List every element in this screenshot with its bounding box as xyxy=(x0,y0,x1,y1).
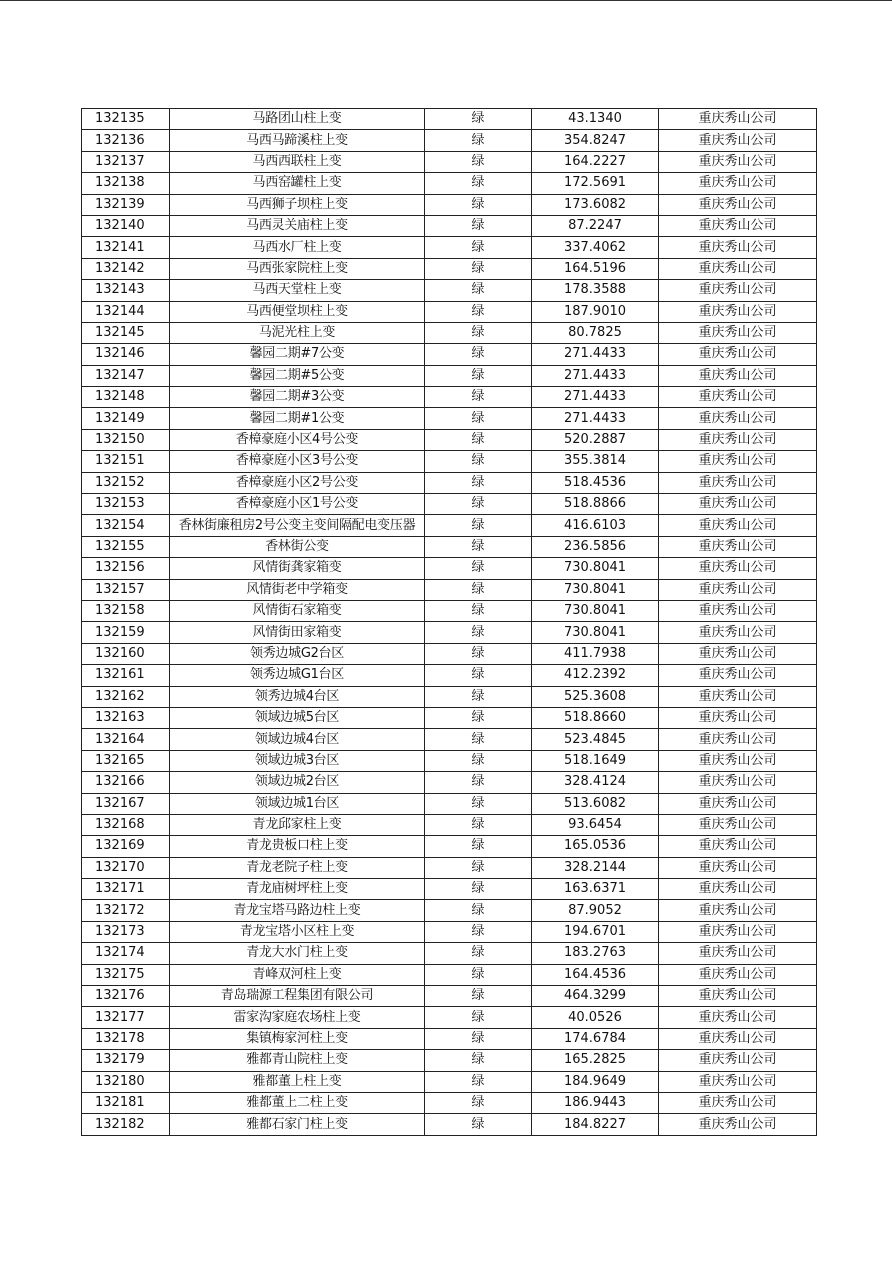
cell-value: 183.2763 xyxy=(532,943,659,964)
cell-company: 重庆秀山公司 xyxy=(659,921,817,942)
table-row xyxy=(82,643,817,664)
cell-id: 132143 xyxy=(82,280,170,301)
cell-id: 132154 xyxy=(82,515,170,536)
cell-name: 馨园二期#5公变 xyxy=(170,365,425,386)
cell-value: 328.2144 xyxy=(532,857,659,878)
cell-value: 730.8041 xyxy=(532,558,659,579)
cell-company: 重庆秀山公司 xyxy=(659,665,817,686)
cell-value: 518.8866 xyxy=(532,494,659,515)
cell-id: 132139 xyxy=(82,194,170,215)
table-row xyxy=(82,1028,817,1049)
cell-value: 355.3814 xyxy=(532,451,659,472)
cell-company: 重庆秀山公司 xyxy=(659,900,817,921)
table-row xyxy=(82,365,817,386)
cell-color: 绿 xyxy=(425,194,532,215)
table-row xyxy=(82,451,817,472)
table-row xyxy=(82,836,817,857)
cell-id: 132144 xyxy=(82,301,170,322)
cell-name: 马西窑罐柱上变 xyxy=(170,173,425,194)
table-row xyxy=(82,558,817,579)
cell-color: 绿 xyxy=(425,964,532,985)
cell-name: 马西张家院柱上变 xyxy=(170,258,425,279)
cell-name: 香林街公变 xyxy=(170,536,425,557)
table-row xyxy=(82,1050,817,1071)
cell-id: 132156 xyxy=(82,558,170,579)
cell-id: 132162 xyxy=(82,686,170,707)
cell-company: 重庆秀山公司 xyxy=(659,622,817,643)
cell-value: 87.9052 xyxy=(532,900,659,921)
cell-value: 164.2227 xyxy=(532,151,659,172)
cell-id: 132152 xyxy=(82,472,170,493)
cell-company: 重庆秀山公司 xyxy=(659,515,817,536)
cell-company: 重庆秀山公司 xyxy=(659,194,817,215)
cell-company: 重庆秀山公司 xyxy=(659,986,817,1007)
cell-id: 132138 xyxy=(82,173,170,194)
cell-value: 174.6784 xyxy=(532,1028,659,1049)
cell-company: 重庆秀山公司 xyxy=(659,1028,817,1049)
cell-company: 重庆秀山公司 xyxy=(659,707,817,728)
cell-color: 绿 xyxy=(425,857,532,878)
cell-value: 411.7938 xyxy=(532,643,659,664)
cell-company: 重庆秀山公司 xyxy=(659,579,817,600)
table-row xyxy=(82,622,817,643)
cell-color: 绿 xyxy=(425,109,532,130)
cell-value: 184.9649 xyxy=(532,1071,659,1092)
cell-id: 132159 xyxy=(82,622,170,643)
cell-name: 青龙大水门柱上变 xyxy=(170,943,425,964)
cell-company: 重庆秀山公司 xyxy=(659,109,817,130)
cell-name: 青龙宝塔马路边柱上变 xyxy=(170,900,425,921)
cell-company: 重庆秀山公司 xyxy=(659,344,817,365)
cell-value: 172.5691 xyxy=(532,173,659,194)
cell-color: 绿 xyxy=(425,536,532,557)
cell-company: 重庆秀山公司 xyxy=(659,387,817,408)
cell-color: 绿 xyxy=(425,322,532,343)
cell-name: 青岛瑞源工程集团有限公司 xyxy=(170,986,425,1007)
cell-value: 525.3608 xyxy=(532,686,659,707)
cell-value: 523.4845 xyxy=(532,729,659,750)
cell-color: 绿 xyxy=(425,429,532,450)
data-table xyxy=(81,108,817,1136)
cell-value: 416.6103 xyxy=(532,515,659,536)
cell-name: 风情街龚家箱变 xyxy=(170,558,425,579)
cell-color: 绿 xyxy=(425,365,532,386)
cell-company: 重庆秀山公司 xyxy=(659,151,817,172)
table-row xyxy=(82,301,817,322)
cell-company: 重庆秀山公司 xyxy=(659,408,817,429)
cell-color: 绿 xyxy=(425,1071,532,1092)
cell-name: 馨园二期#3公变 xyxy=(170,387,425,408)
cell-name: 马泥光柱上变 xyxy=(170,322,425,343)
cell-color: 绿 xyxy=(425,1092,532,1113)
cell-company: 重庆秀山公司 xyxy=(659,879,817,900)
table-row xyxy=(82,322,817,343)
cell-color: 绿 xyxy=(425,772,532,793)
cell-color: 绿 xyxy=(425,665,532,686)
cell-company: 重庆秀山公司 xyxy=(659,793,817,814)
cell-color: 绿 xyxy=(425,793,532,814)
cell-color: 绿 xyxy=(425,173,532,194)
cell-id: 132177 xyxy=(82,1007,170,1028)
table-row xyxy=(82,194,817,215)
cell-name: 馨园二期#1公变 xyxy=(170,408,425,429)
table-row xyxy=(82,1092,817,1113)
cell-value: 165.2825 xyxy=(532,1050,659,1071)
cell-id: 132171 xyxy=(82,879,170,900)
cell-color: 绿 xyxy=(425,814,532,835)
cell-id: 132157 xyxy=(82,579,170,600)
cell-name: 雅都青山院柱上变 xyxy=(170,1050,425,1071)
cell-name: 雅都石家门柱上变 xyxy=(170,1114,425,1135)
cell-id: 132178 xyxy=(82,1028,170,1049)
cell-company: 重庆秀山公司 xyxy=(659,857,817,878)
cell-color: 绿 xyxy=(425,344,532,365)
cell-id: 132166 xyxy=(82,772,170,793)
table-row xyxy=(82,921,817,942)
cell-color: 绿 xyxy=(425,280,532,301)
cell-value: 412.2392 xyxy=(532,665,659,686)
cell-color: 绿 xyxy=(425,600,532,621)
cell-value: 87.2247 xyxy=(532,215,659,236)
cell-name: 风情街石家箱变 xyxy=(170,600,425,621)
cell-value: 464.3299 xyxy=(532,986,659,1007)
cell-id: 132175 xyxy=(82,964,170,985)
cell-color: 绿 xyxy=(425,879,532,900)
cell-id: 132176 xyxy=(82,986,170,1007)
cell-company: 重庆秀山公司 xyxy=(659,280,817,301)
table-row xyxy=(82,686,817,707)
cell-name: 马西西联柱上变 xyxy=(170,151,425,172)
table-row xyxy=(82,750,817,771)
cell-id: 132150 xyxy=(82,429,170,450)
cell-color: 绿 xyxy=(425,707,532,728)
page-top-border xyxy=(0,0,892,1)
cell-color: 绿 xyxy=(425,921,532,942)
cell-color: 绿 xyxy=(425,900,532,921)
cell-color: 绿 xyxy=(425,151,532,172)
cell-company: 重庆秀山公司 xyxy=(659,215,817,236)
cell-name: 领域边城4台区 xyxy=(170,729,425,750)
table-row xyxy=(82,344,817,365)
cell-id: 132141 xyxy=(82,237,170,258)
cell-company: 重庆秀山公司 xyxy=(659,729,817,750)
cell-color: 绿 xyxy=(425,1007,532,1028)
cell-color: 绿 xyxy=(425,515,532,536)
table-row xyxy=(82,387,817,408)
cell-color: 绿 xyxy=(425,387,532,408)
cell-name: 青龙邱家柱上变 xyxy=(170,814,425,835)
cell-company: 重庆秀山公司 xyxy=(659,643,817,664)
cell-color: 绿 xyxy=(425,1050,532,1071)
table-row xyxy=(82,1114,817,1135)
cell-color: 绿 xyxy=(425,622,532,643)
cell-value: 518.8660 xyxy=(532,707,659,728)
cell-color: 绿 xyxy=(425,579,532,600)
cell-color: 绿 xyxy=(425,750,532,771)
cell-color: 绿 xyxy=(425,237,532,258)
table-row xyxy=(82,1071,817,1092)
cell-company: 重庆秀山公司 xyxy=(659,494,817,515)
cell-id: 132140 xyxy=(82,215,170,236)
cell-id: 132142 xyxy=(82,258,170,279)
cell-id: 132160 xyxy=(82,643,170,664)
cell-name: 青龙贵板口柱上变 xyxy=(170,836,425,857)
cell-value: 271.4433 xyxy=(532,408,659,429)
cell-value: 173.6082 xyxy=(532,194,659,215)
cell-name: 马西便堂坝柱上变 xyxy=(170,301,425,322)
cell-company: 重庆秀山公司 xyxy=(659,772,817,793)
cell-company: 重庆秀山公司 xyxy=(659,1114,817,1135)
cell-name: 马西天堂柱上变 xyxy=(170,280,425,301)
cell-value: 43.1340 xyxy=(532,109,659,130)
table-row xyxy=(82,173,817,194)
cell-company: 重庆秀山公司 xyxy=(659,1092,817,1113)
cell-id: 132182 xyxy=(82,1114,170,1135)
cell-color: 绿 xyxy=(425,494,532,515)
cell-company: 重庆秀山公司 xyxy=(659,1007,817,1028)
cell-id: 132179 xyxy=(82,1050,170,1071)
cell-company: 重庆秀山公司 xyxy=(659,558,817,579)
cell-company: 重庆秀山公司 xyxy=(659,750,817,771)
cell-company: 重庆秀山公司 xyxy=(659,964,817,985)
cell-id: 132165 xyxy=(82,750,170,771)
cell-name: 马西马蹄溪柱上变 xyxy=(170,130,425,151)
cell-color: 绿 xyxy=(425,558,532,579)
cell-id: 132180 xyxy=(82,1071,170,1092)
cell-id: 132147 xyxy=(82,365,170,386)
cell-name: 风情街老中学箱变 xyxy=(170,579,425,600)
cell-value: 187.9010 xyxy=(532,301,659,322)
cell-name: 雷家沟家庭农场柱上变 xyxy=(170,1007,425,1028)
cell-color: 绿 xyxy=(425,1028,532,1049)
cell-id: 132170 xyxy=(82,857,170,878)
cell-name: 香樟豪庭小区3号公变 xyxy=(170,451,425,472)
cell-value: 165.0536 xyxy=(532,836,659,857)
cell-company: 重庆秀山公司 xyxy=(659,836,817,857)
cell-color: 绿 xyxy=(425,986,532,1007)
cell-name: 马西灵关庙柱上变 xyxy=(170,215,425,236)
cell-value: 730.8041 xyxy=(532,600,659,621)
cell-color: 绿 xyxy=(425,472,532,493)
cell-id: 132163 xyxy=(82,707,170,728)
cell-value: 186.9443 xyxy=(532,1092,659,1113)
cell-id: 132167 xyxy=(82,793,170,814)
cell-name: 领域边城1台区 xyxy=(170,793,425,814)
cell-color: 绿 xyxy=(425,643,532,664)
cell-company: 重庆秀山公司 xyxy=(659,301,817,322)
cell-color: 绿 xyxy=(425,943,532,964)
cell-value: 80.7825 xyxy=(532,322,659,343)
cell-value: 354.8247 xyxy=(532,130,659,151)
cell-name: 领秀边城G1台区 xyxy=(170,665,425,686)
cell-id: 132173 xyxy=(82,921,170,942)
cell-value: 520.2887 xyxy=(532,429,659,450)
cell-value: 513.6082 xyxy=(532,793,659,814)
cell-id: 132146 xyxy=(82,344,170,365)
cell-value: 730.8041 xyxy=(532,622,659,643)
table-row xyxy=(82,494,817,515)
cell-value: 337.4062 xyxy=(532,237,659,258)
cell-company: 重庆秀山公司 xyxy=(659,472,817,493)
cell-company: 重庆秀山公司 xyxy=(659,258,817,279)
table-row xyxy=(82,258,817,279)
cell-value: 271.4433 xyxy=(532,365,659,386)
cell-id: 132149 xyxy=(82,408,170,429)
cell-color: 绿 xyxy=(425,729,532,750)
cell-color: 绿 xyxy=(425,1114,532,1135)
table-row xyxy=(82,707,817,728)
table-row xyxy=(82,579,817,600)
cell-company: 重庆秀山公司 xyxy=(659,130,817,151)
cell-company: 重庆秀山公司 xyxy=(659,1071,817,1092)
table-row xyxy=(82,429,817,450)
cell-color: 绿 xyxy=(425,451,532,472)
cell-name: 马西水厂柱上变 xyxy=(170,237,425,258)
cell-value: 271.4433 xyxy=(532,387,659,408)
table-row xyxy=(82,1007,817,1028)
cell-id: 132155 xyxy=(82,536,170,557)
cell-name: 领域边城5台区 xyxy=(170,707,425,728)
cell-company: 重庆秀山公司 xyxy=(659,814,817,835)
cell-color: 绿 xyxy=(425,130,532,151)
cell-id: 132145 xyxy=(82,322,170,343)
table-row xyxy=(82,408,817,429)
table-row xyxy=(82,964,817,985)
cell-id: 132148 xyxy=(82,387,170,408)
table-row xyxy=(82,109,817,130)
cell-value: 184.8227 xyxy=(532,1114,659,1135)
cell-color: 绿 xyxy=(425,215,532,236)
cell-name: 青峰双河柱上变 xyxy=(170,964,425,985)
cell-value: 164.4536 xyxy=(532,964,659,985)
table-row xyxy=(82,280,817,301)
cell-id: 132136 xyxy=(82,130,170,151)
cell-value: 93.6454 xyxy=(532,814,659,835)
table-row xyxy=(82,879,817,900)
cell-id: 132164 xyxy=(82,729,170,750)
cell-name: 青龙庙树坪柱上变 xyxy=(170,879,425,900)
cell-company: 重庆秀山公司 xyxy=(659,429,817,450)
cell-value: 40.0526 xyxy=(532,1007,659,1028)
cell-name: 马西狮子坝柱上变 xyxy=(170,194,425,215)
cell-value: 518.4536 xyxy=(532,472,659,493)
cell-name: 香林街廉租房2号公变主变间隔配电变压器 xyxy=(170,515,425,536)
cell-value: 236.5856 xyxy=(532,536,659,557)
table-row xyxy=(82,943,817,964)
table-row xyxy=(82,729,817,750)
table-row xyxy=(82,130,817,151)
cell-name: 马路团山柱上变 xyxy=(170,109,425,130)
cell-name: 领域边城3台区 xyxy=(170,750,425,771)
cell-company: 重庆秀山公司 xyxy=(659,237,817,258)
cell-id: 132135 xyxy=(82,109,170,130)
table-row xyxy=(82,536,817,557)
table-row xyxy=(82,857,817,878)
table-row xyxy=(82,515,817,536)
cell-name: 馨园二期#7公变 xyxy=(170,344,425,365)
table-row xyxy=(82,151,817,172)
cell-id: 132168 xyxy=(82,814,170,835)
table-row xyxy=(82,900,817,921)
cell-id: 132153 xyxy=(82,494,170,515)
cell-value: 328.4124 xyxy=(532,772,659,793)
cell-name: 香樟豪庭小区2号公变 xyxy=(170,472,425,493)
table-row xyxy=(82,986,817,1007)
table-row xyxy=(82,472,817,493)
cell-value: 730.8041 xyxy=(532,579,659,600)
cell-name: 雅都董上二柱上变 xyxy=(170,1092,425,1113)
cell-company: 重庆秀山公司 xyxy=(659,536,817,557)
table-row xyxy=(82,814,817,835)
cell-name: 风情街田家箱变 xyxy=(170,622,425,643)
cell-color: 绿 xyxy=(425,836,532,857)
cell-value: 163.6371 xyxy=(532,879,659,900)
cell-id: 132174 xyxy=(82,943,170,964)
cell-id: 132172 xyxy=(82,900,170,921)
cell-id: 132158 xyxy=(82,600,170,621)
cell-name: 雅都董上柱上变 xyxy=(170,1071,425,1092)
cell-company: 重庆秀山公司 xyxy=(659,173,817,194)
cell-value: 271.4433 xyxy=(532,344,659,365)
cell-color: 绿 xyxy=(425,258,532,279)
cell-name: 领域边城2台区 xyxy=(170,772,425,793)
table-row xyxy=(82,215,817,236)
table-row xyxy=(82,772,817,793)
cell-color: 绿 xyxy=(425,301,532,322)
cell-color: 绿 xyxy=(425,408,532,429)
cell-name: 青龙宝塔小区柱上变 xyxy=(170,921,425,942)
cell-name: 领秀边城4台区 xyxy=(170,686,425,707)
cell-value: 178.3588 xyxy=(532,280,659,301)
cell-company: 重庆秀山公司 xyxy=(659,1050,817,1071)
table-row xyxy=(82,600,817,621)
cell-name: 青龙老院子柱上变 xyxy=(170,857,425,878)
cell-name: 领秀边城G2台区 xyxy=(170,643,425,664)
cell-company: 重庆秀山公司 xyxy=(659,686,817,707)
cell-company: 重庆秀山公司 xyxy=(659,322,817,343)
cell-company: 重庆秀山公司 xyxy=(659,943,817,964)
cell-company: 重庆秀山公司 xyxy=(659,600,817,621)
table-row xyxy=(82,665,817,686)
cell-id: 132151 xyxy=(82,451,170,472)
cell-company: 重庆秀山公司 xyxy=(659,451,817,472)
cell-value: 194.6701 xyxy=(532,921,659,942)
cell-id: 132137 xyxy=(82,151,170,172)
cell-color: 绿 xyxy=(425,686,532,707)
cell-name: 香樟豪庭小区4号公变 xyxy=(170,429,425,450)
table-body xyxy=(82,109,817,1136)
cell-id: 132169 xyxy=(82,836,170,857)
cell-id: 132161 xyxy=(82,665,170,686)
cell-name: 香樟豪庭小区1号公变 xyxy=(170,494,425,515)
cell-name: 集镇梅家河柱上变 xyxy=(170,1028,425,1049)
table-row xyxy=(82,793,817,814)
table-row xyxy=(82,237,817,258)
cell-company: 重庆秀山公司 xyxy=(659,365,817,386)
cell-value: 518.1649 xyxy=(532,750,659,771)
cell-value: 164.5196 xyxy=(532,258,659,279)
cell-id: 132181 xyxy=(82,1092,170,1113)
